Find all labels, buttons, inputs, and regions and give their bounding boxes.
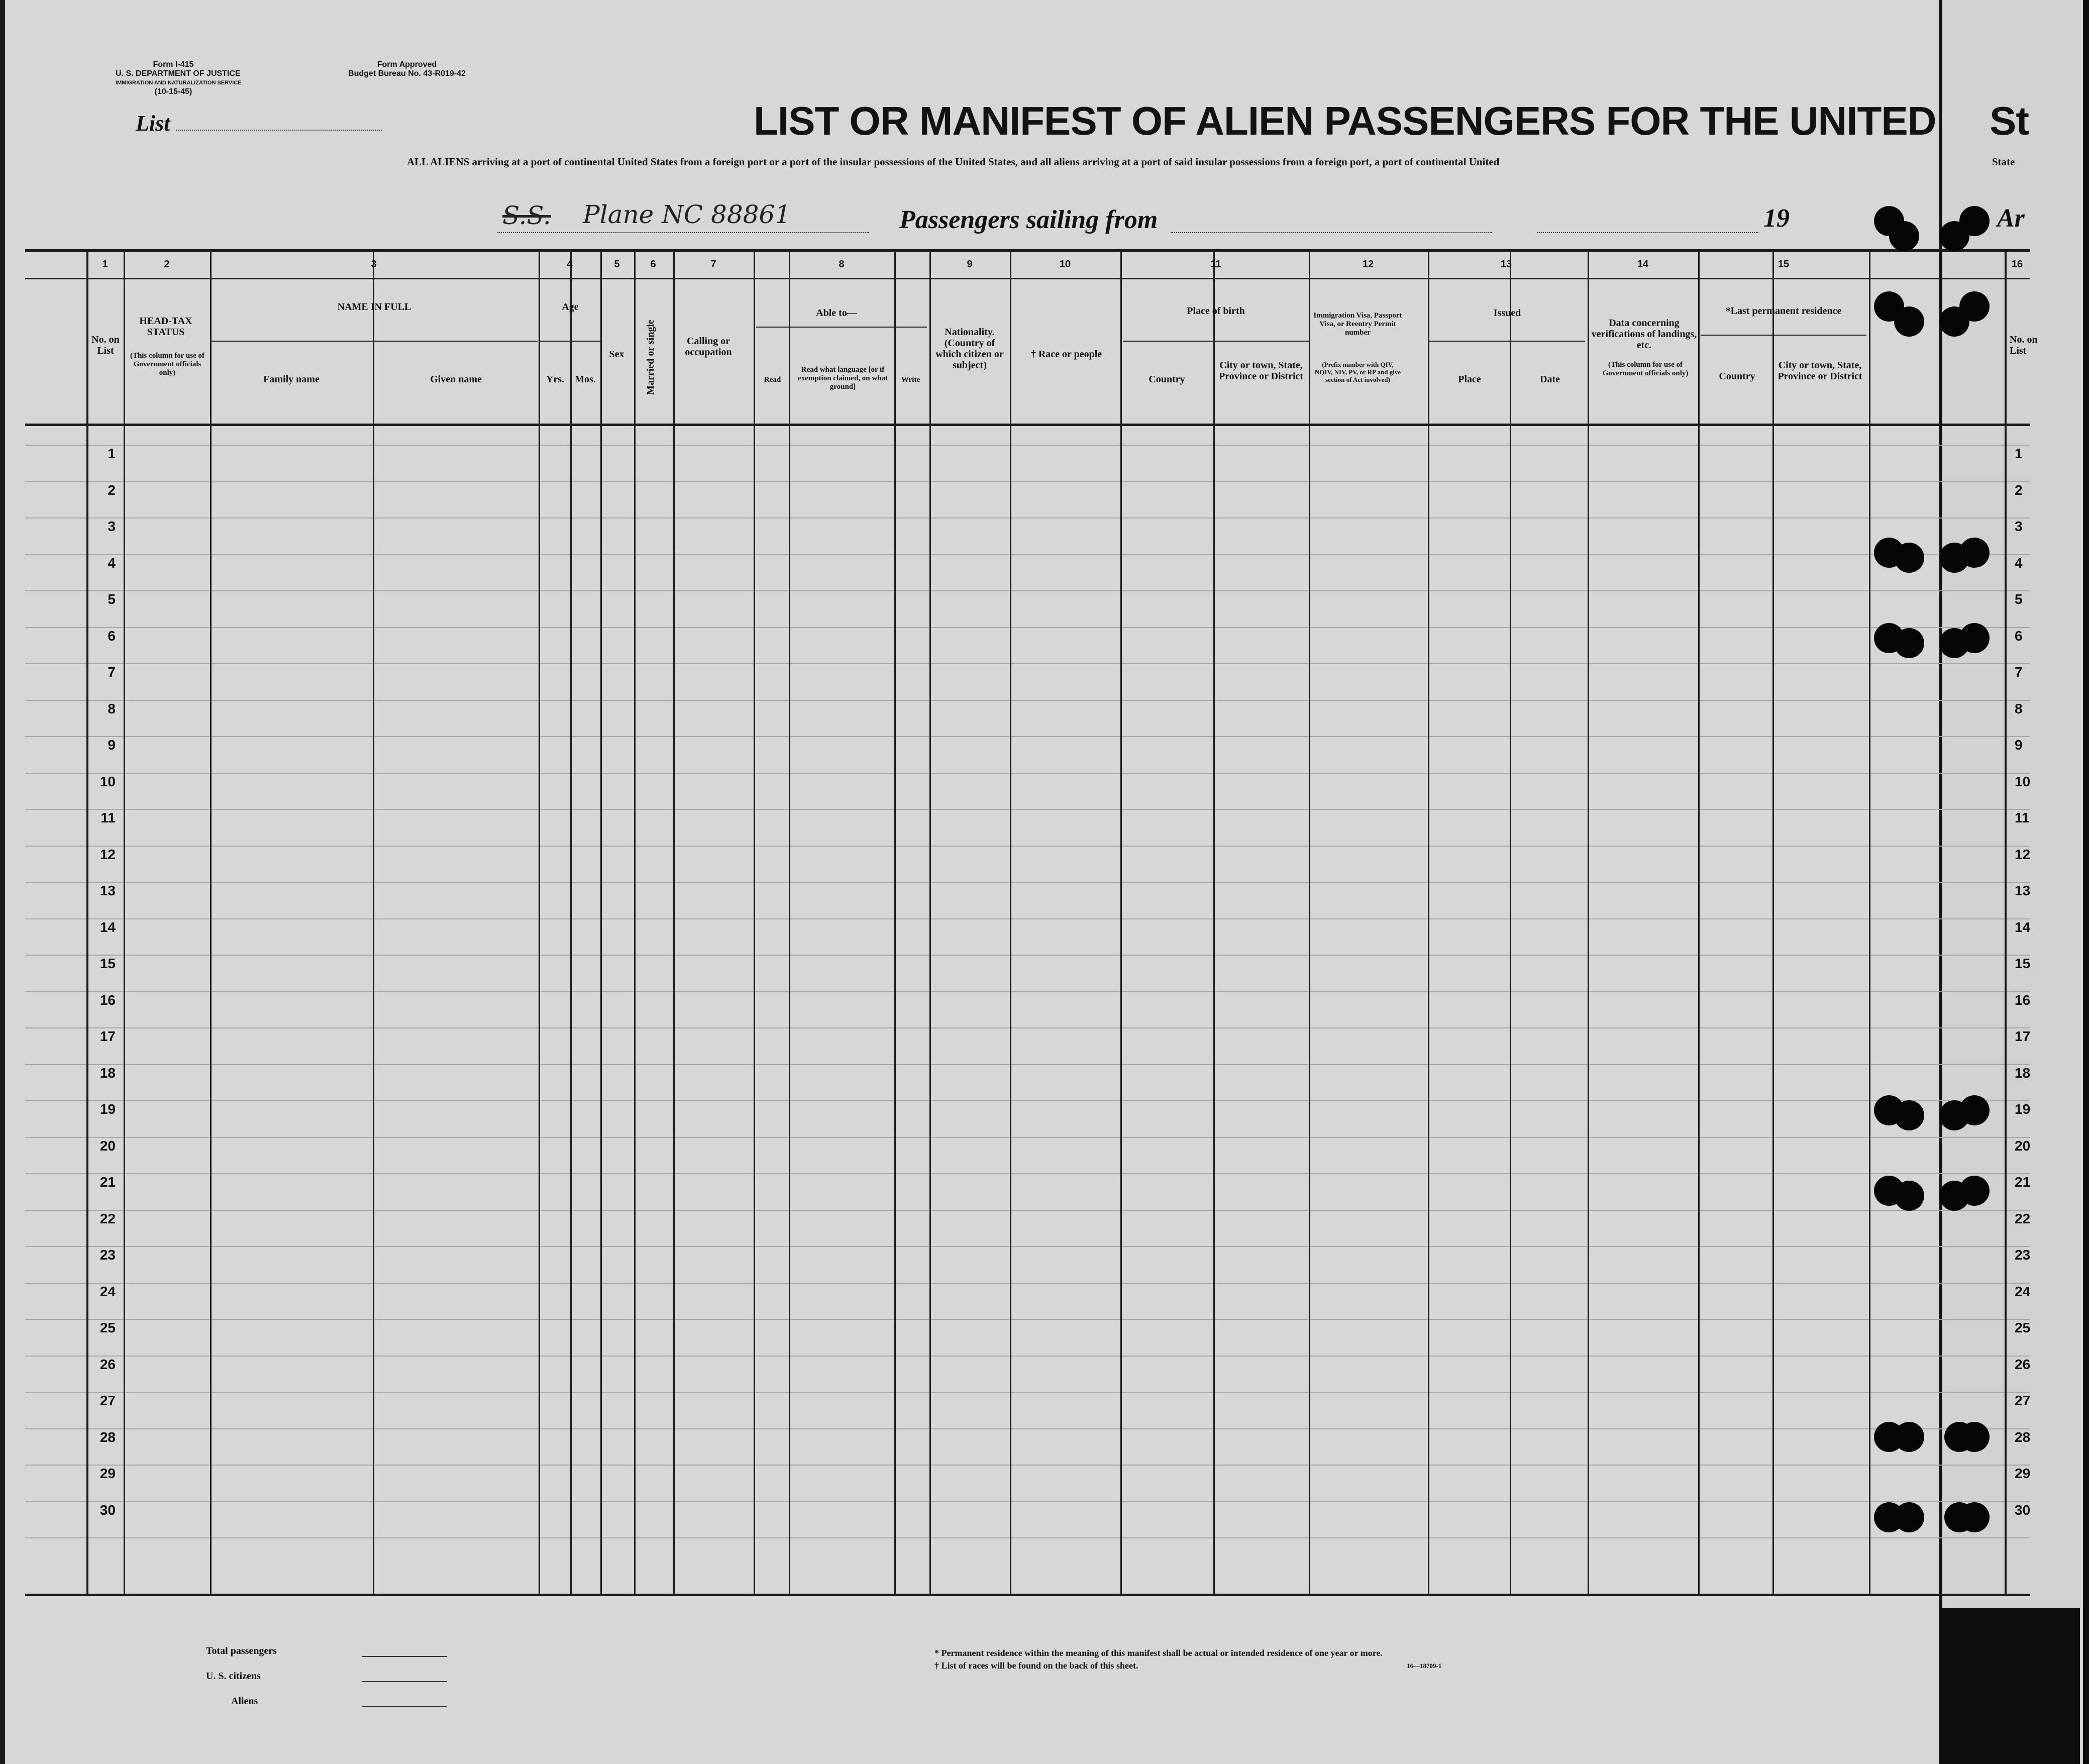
form-approval	[327, 60, 487, 78]
row-rule	[25, 627, 2030, 628]
column-number: 5	[614, 259, 620, 270]
column-rule	[929, 249, 931, 1596]
header-write: Write	[901, 376, 920, 384]
row-number-right: 4	[2015, 555, 2023, 571]
header-place-of-birth: Place of birth	[1187, 305, 1245, 317]
header-city: City or town, State, Province or District	[1218, 360, 1304, 382]
birth-subheader-rule	[1123, 341, 1309, 342]
name-subheader-rule	[211, 341, 538, 342]
row-number-left: 14	[99, 919, 116, 935]
row-rule	[25, 918, 2030, 919]
column-number-rule	[25, 278, 2030, 279]
footer-total-label: Total passengers	[206, 1645, 277, 1656]
column-rule	[1428, 249, 1429, 1596]
row-number-right: 15	[2015, 956, 2031, 971]
punch-hole	[1959, 291, 1990, 322]
issued-subheader-rule	[1429, 341, 1585, 342]
column-rule	[2005, 249, 2007, 1596]
row-rule	[25, 809, 2030, 810]
column-rule	[1010, 249, 1011, 1596]
row-number-left: 8	[108, 701, 116, 716]
column-number: 6	[650, 259, 656, 270]
sailing-date-field[interactable]	[1537, 232, 1758, 233]
row-rule	[25, 882, 2030, 883]
column-rule	[1309, 249, 1310, 1596]
column-number: 4	[567, 259, 573, 270]
row-rule	[25, 1210, 2030, 1211]
row-number-right: 27	[2015, 1393, 2031, 1408]
punch-hole	[1894, 543, 1924, 573]
column-rule	[1869, 249, 1870, 1596]
table-bottom-rule	[25, 1594, 2030, 1596]
punch-hole	[1959, 1422, 1990, 1452]
row-number-left: 24	[99, 1284, 116, 1299]
punch-hole	[1959, 623, 1990, 653]
column-rule	[124, 249, 125, 1596]
row-rule	[25, 1319, 2030, 1320]
row-rule	[25, 663, 2030, 664]
header-read: Read	[764, 376, 781, 384]
column-number: 1	[102, 259, 108, 270]
row-number-left: 15	[99, 956, 116, 971]
header-head-tax: HEAD-TAX STATUS	[139, 316, 192, 338]
header-no-on-list: No. on List	[91, 334, 120, 356]
punch-hole	[1959, 1095, 1990, 1125]
row-rule	[25, 1064, 2030, 1065]
header-able-to: Able to—	[816, 307, 857, 319]
column-number: 15	[1778, 259, 1790, 270]
footer-citizens-label: U. S. citizens	[206, 1671, 261, 1682]
column-rule	[1510, 249, 1511, 1596]
column-rule	[634, 249, 636, 1596]
column-rule	[789, 249, 790, 1596]
row-number-left: 20	[99, 1138, 116, 1154]
row-rule	[25, 1283, 2030, 1284]
row-number-right: 29	[2015, 1466, 2031, 1481]
page-title: LIST OR MANIFEST OF ALIEN PASSENGERS FOR THE UNITED	[754, 98, 1936, 143]
header-read-language: Read what language [or if exemption claimed, on what ground]	[797, 366, 888, 391]
row-number-right: 26	[2015, 1357, 2031, 1372]
column-rule	[1698, 249, 1700, 1596]
header-mos: Mos.	[575, 374, 596, 385]
column-rule	[894, 249, 896, 1596]
punch-hole	[1894, 1502, 1924, 1532]
column-rule	[673, 249, 675, 1596]
punch-hole	[1959, 1502, 1990, 1532]
row-number-right: 8	[2015, 701, 2023, 716]
row-rule	[25, 517, 2030, 518]
header-family-name: Family name	[263, 374, 320, 385]
column-number: 9	[967, 259, 973, 270]
header-race: † Race or people	[1030, 349, 1102, 360]
footer-print-code: 16—18709-1	[1407, 1662, 1442, 1670]
row-number-left: 5	[108, 591, 116, 607]
header-visa-note: (Prefix number with QIV, NQIV, NIV, PV, or RP and give section of Act involved)	[1314, 361, 1401, 383]
row-rule	[25, 445, 2030, 446]
row-number-right: 5	[2015, 591, 2023, 607]
row-rule	[25, 955, 2030, 956]
footer-note-races: † List of races will be found on the back of this sheet.	[934, 1661, 1138, 1671]
column-rule	[570, 249, 572, 1596]
header-married: Married or single	[645, 320, 656, 395]
punch-hole	[1959, 538, 1990, 568]
row-rule	[25, 1428, 2030, 1429]
table-top-rule	[25, 249, 2030, 252]
footer-total-field[interactable]	[362, 1656, 447, 1657]
year-prefix: 19	[1763, 204, 1790, 233]
row-number-left: 28	[99, 1429, 116, 1445]
row-rule	[25, 773, 2030, 774]
punch-hole	[1894, 628, 1924, 658]
column-rule	[1772, 249, 1774, 1596]
column-number: 8	[839, 259, 845, 270]
column-number: 11	[1210, 259, 1221, 270]
row-number-right: 9	[2015, 737, 2023, 753]
column-rule	[1120, 249, 1122, 1596]
row-number-left: 10	[99, 774, 116, 789]
row-number-right: 6	[2015, 628, 2023, 644]
row-rule	[25, 736, 2030, 737]
header-country-2: Country	[1719, 371, 1755, 382]
sailing-from-label: Passengers sailing from	[899, 205, 1158, 234]
header-age: Age	[562, 301, 579, 313]
form-approved: Form Approved	[377, 60, 437, 69]
row-number-left: 2	[108, 482, 116, 498]
punch-hole	[1959, 206, 1990, 236]
punch-hole	[1894, 306, 1924, 337]
row-rule	[25, 1537, 2030, 1538]
able-subheader-rule	[756, 327, 927, 328]
row-number-right: 24	[2015, 1284, 2031, 1299]
punch-hole	[1889, 221, 1919, 251]
row-number-left: 9	[108, 737, 116, 753]
row-number-right: 12	[2015, 847, 2031, 862]
row-rule	[25, 1027, 2030, 1028]
row-number-left: 12	[99, 847, 116, 862]
row-number-right: 22	[2015, 1211, 2031, 1226]
row-rule	[25, 1501, 2030, 1502]
punch-hole	[1894, 1181, 1924, 1211]
row-number-right: 19	[2015, 1101, 2031, 1117]
column-rule	[1588, 249, 1589, 1596]
row-number-right: 13	[2015, 883, 2031, 898]
row-number-left: 4	[108, 555, 116, 571]
column-rule	[600, 249, 602, 1596]
column-rule	[539, 249, 540, 1596]
column-rule	[373, 249, 374, 1596]
header-head-tax-note: (This column for use of Government officials only)	[130, 352, 205, 377]
header-calling: Calling or occupation	[685, 336, 732, 358]
header-issued: Issued	[1493, 307, 1521, 319]
header-place: Place	[1458, 374, 1481, 385]
row-rule	[25, 1392, 2030, 1393]
row-number-left: 1	[108, 446, 116, 461]
header-bottom-rule	[25, 424, 2030, 426]
page-subtitle-continued: State	[1992, 156, 2015, 168]
row-number-left: 11	[100, 810, 116, 825]
row-rule	[25, 1100, 2030, 1101]
row-number-left: 6	[108, 628, 116, 644]
sheet-shadow	[1939, 1608, 2080, 1764]
column-rule	[754, 249, 755, 1596]
row-rule	[25, 1246, 2030, 1247]
row-number-right: 25	[2015, 1320, 2031, 1335]
column-rule	[210, 249, 212, 1596]
header-date: Date	[1540, 374, 1560, 385]
row-rule	[25, 1356, 2030, 1357]
row-number-left: 16	[99, 992, 116, 1008]
row-number-right: 7	[2015, 664, 2023, 680]
vessel-field-line[interactable]	[497, 232, 869, 233]
row-number-right: 28	[2015, 1429, 2031, 1445]
footer-note-residence: * Permanent residence within the meaning of this manifest shall be actual or intended residence of one year or more.	[934, 1648, 1383, 1658]
row-number-left: 17	[99, 1028, 116, 1044]
row-number-right: 21	[2015, 1174, 2031, 1190]
row-number-right: 3	[2015, 518, 2023, 534]
row-rule	[25, 1465, 2030, 1466]
footer-aliens-label: Aliens	[231, 1696, 258, 1707]
row-rule	[25, 554, 2030, 555]
row-number-right: 16	[2015, 992, 2031, 1008]
residence-subheader-rule	[1701, 335, 1866, 336]
form-meta	[116, 60, 242, 96]
row-number-left: 29	[99, 1466, 116, 1481]
list-field-line[interactable]	[176, 130, 382, 131]
vessel-name: Plane NC 88861	[583, 200, 791, 229]
column-number: 14	[1637, 259, 1649, 270]
form-number: Form I-415	[153, 60, 194, 69]
page-subtitle: ALL ALIENS arriving at a port of continental United States from a foreign port or a port of the insular possessions of the United States, and all aliens arriving at a port of said insular possessions from a foreign port, a port of continental United	[407, 156, 1500, 168]
row-number-left: 27	[99, 1393, 116, 1408]
form-service: IMMIGRATION AND NATURALIZATION SERVICE	[116, 80, 242, 86]
header-city-2: City or town, State, Province or District	[1778, 360, 1862, 382]
row-rule	[25, 846, 2030, 847]
punch-hole	[1959, 1176, 1990, 1206]
row-rule	[25, 590, 2030, 591]
row-number-right: 1	[2015, 446, 2023, 461]
footer-citizens-field[interactable]	[362, 1681, 447, 1682]
header-landings: Data concerning verifications of landings, etc.	[1591, 318, 1697, 351]
row-number-right: 18	[2015, 1065, 2031, 1081]
header-yrs: Yrs.	[546, 374, 565, 385]
row-number-right: 23	[2015, 1247, 2031, 1263]
column-number: 10	[1059, 259, 1071, 270]
list-label: List	[136, 111, 170, 136]
row-number-left: 23	[99, 1247, 116, 1263]
column-number: 13	[1500, 259, 1512, 270]
row-number-left: 25	[99, 1320, 116, 1335]
footer-aliens-field[interactable]	[362, 1706, 447, 1707]
row-rule	[25, 481, 2030, 482]
form-budget: Budget Bureau No. 43-R019-42	[348, 69, 466, 78]
header-last-residence: *Last permanent residence	[1725, 305, 1842, 317]
row-number-right: 11	[2015, 810, 2030, 825]
row-number-right: 30	[2015, 1502, 2031, 1518]
row-number-left: 18	[99, 1065, 116, 1081]
column-number: 12	[1362, 259, 1374, 270]
row-number-left: 13	[99, 883, 116, 898]
header-visa: Immigration Visa, Passport Visa, or Reentry Permit number	[1313, 312, 1402, 337]
row-number-left: 22	[99, 1211, 116, 1226]
punch-hole	[1894, 1422, 1924, 1452]
row-number-right: 10	[2015, 774, 2031, 789]
row-number-right: 20	[2015, 1138, 2031, 1154]
page-title-continued: St	[1990, 98, 2029, 143]
header-name-in-full: NAME IN FULL	[337, 301, 411, 313]
row-number-right: 14	[2015, 919, 2031, 935]
row-rule	[25, 1173, 2030, 1174]
row-number-left: 26	[99, 1357, 116, 1372]
column-rule	[1213, 249, 1215, 1596]
form-date: (10-15-45)	[154, 87, 192, 96]
punch-hole	[1894, 1100, 1924, 1130]
vessel-prefix: S.S.	[502, 201, 551, 230]
sailing-from-field[interactable]	[1171, 232, 1492, 233]
arriving-stub: Ar	[1997, 204, 2025, 233]
row-number-left: 21	[99, 1174, 116, 1190]
row-number-left: 19	[99, 1101, 116, 1117]
row-number-left: 3	[108, 518, 116, 534]
row-number-left: 30	[99, 1502, 116, 1518]
row-number-right: 2	[2015, 482, 2023, 498]
header-nationality: Nationality. (Country of which citizen or subject)	[935, 327, 1004, 371]
form-department: U. S. DEPARTMENT OF JUSTICE	[116, 69, 241, 78]
row-rule	[25, 1137, 2030, 1138]
header-given-name: Given name	[430, 374, 482, 385]
column-number: 2	[164, 259, 170, 270]
header-country: Country	[1148, 374, 1185, 385]
row-number-right: 17	[2015, 1028, 2031, 1044]
row-number-left: 7	[108, 664, 116, 680]
column-number: 16	[2011, 259, 2023, 270]
column-number: 3	[371, 259, 377, 270]
column-number: 7	[710, 259, 716, 270]
row-rule	[25, 991, 2030, 992]
header-no-on-list-right: No. on List	[2010, 334, 2038, 356]
row-rule	[25, 700, 2030, 701]
header-sex: Sex	[609, 349, 624, 360]
header-landings-note: (This column for use of Government officials only)	[1602, 361, 1689, 377]
